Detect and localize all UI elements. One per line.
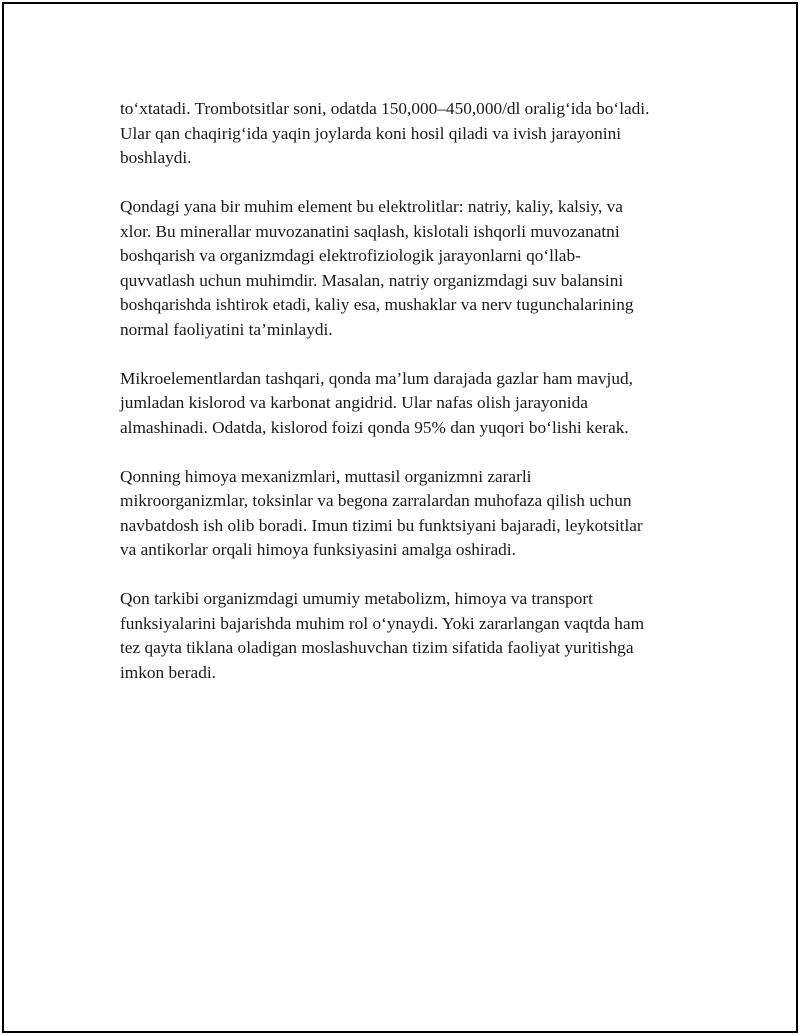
- paragraph-conclusion: Qon tarkibi organizmdagi umumiy metabolizm, himoya va transport funksiyalarini bajarishda muhim rol o‘ynaydi. Yoki zararlangan vaqtda ham tez qayta tiklana oladigan moslashuvchan tizim sifatida faoliyat yuritishga imkon beradi.: [120, 589, 645, 682]
- paragraph-platelets: to‘xtatadi. Trombotsitlar soni, odatda 150,000–450,000/dl oralig‘ida bo‘ladi. Ular qan chaqirig‘ida yaqin joylarda koni hosil qiladi va ivish jarayonini boshlaydi.: [120, 99, 650, 167]
- paragraph-protective-mechanisms: Qonning himoya mexanizmlari, muttasil organizmni zararli mikroorganizmlar, toksinlar va begona zarralardan muhofaza qilish uchun navbatdosh ish olib boradi. Imun tizimi bu funktsiyani bajaradi, leykotsitlar va antikorlar orqali himoya funksiyasini amalga oshiradi.: [120, 466, 643, 559]
- paragraph-electrolytes: Qondagi yana bir muhim element bu elektrolitlar: natriy, kaliy, kalsiy, va xlor. Bu minerallar muvozanatini saqlash, kislotali ishqorli muvozanatni boshqarish va organizmdagi elektrofiziologik jarayonlarni qo‘llab- quvvatlash uchun muhimdir. Masalan, natriy organizmdagi suv balansini boshqarishda ishtirok etadi, kaliy esa, mushaklar va nerv tugunchalarining normal faoliyatini ta’minlaydi.: [120, 197, 634, 339]
- paragraph-blood-gases: Mikroelementlardan tashqari, qonda ma’lum darajada gazlar ham mavjud, jumladan kislorod va karbonat angidrid. Ular nafas olish jarayonida almashinadi. Odatda, kislorod foizi qonda 95% dan yuqori bo‘lishi kerak.: [120, 368, 633, 437]
- document-body: [120, 97, 692, 710]
- document-page: [2, 2, 798, 1033]
